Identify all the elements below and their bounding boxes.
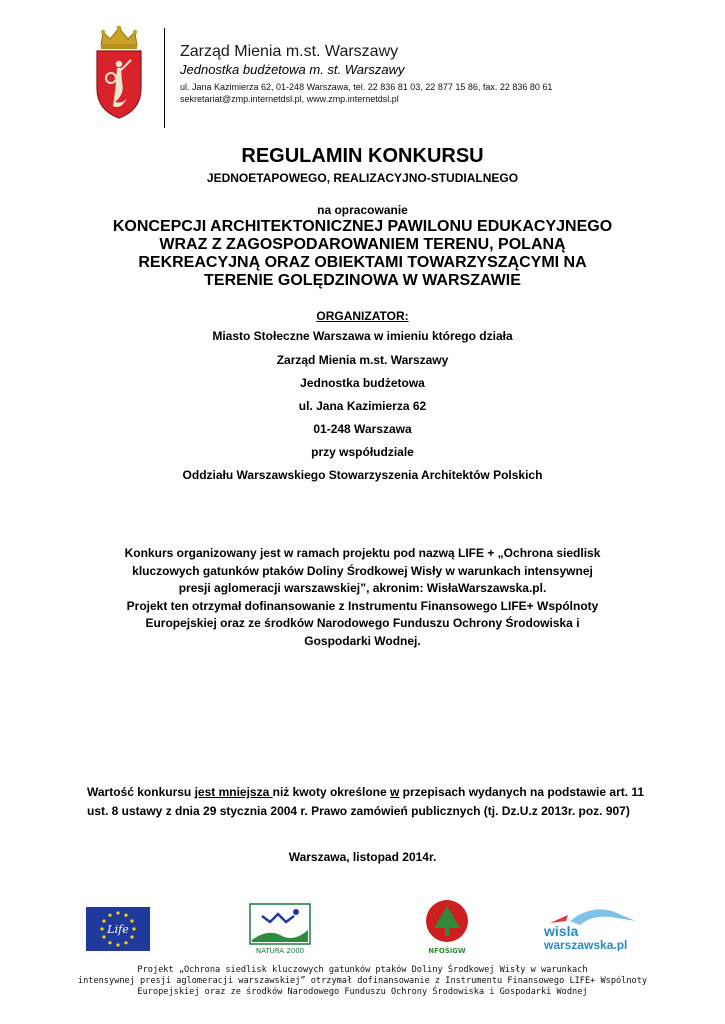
life-logo-text: Life [107,923,129,936]
wisla-logo-top: wisla [544,923,579,939]
wisla-logo-bottom: warszawska.pl [544,938,628,951]
header-divider [164,28,165,128]
letterhead [180,42,552,105]
concept-line: REKREACYJNĄ ORAZ OBIEKTAMI TOWARZYSZĄCYMI NA [138,254,587,271]
intro-text: na opracowanie [317,203,408,217]
footer-line: Europejskiej oraz ze środków Narodowego Funduszu Ochrony Środowiska i Gospodarki Wodnej [137,987,588,997]
nfosigw-logo-text: NFOŚiGW [428,947,466,955]
page-title: REGULAMIN KONKURSU [241,145,484,167]
organizer-line: Oddziału Warszawskiego Stowarzyszenia Architektów Polskich [182,468,543,482]
value-text: niż kwoty określone [272,785,390,799]
date-place: Warszawa, listopad 2014r. [288,850,437,864]
concept-line: KONCEPCJI ARCHITEKTONICZNEJ PAWILONU EDUKACYJNEGO [112,218,613,235]
value-underlined: jest mniejsza [194,785,273,799]
organizer-line: ul. Jana Kazimierza 62 [298,399,427,413]
page-subtitle: JEDNOETAPOWEGO, REALIZACYJNO-STUDIALNEGO [206,171,519,185]
organizer-line: Miasto Stołeczne Warszawa w imieniu którego działa [212,329,513,343]
org-address: ul. Jana Kazimierza 62, 01-248 Warszawa, tel. 22 836 81 03, 22 877 15 86, fax. 22 836 80 61 [180,82,553,92]
nfosigw-logo [424,898,470,956]
project-paragraph [0,545,725,650]
org-contact: sekretariat@zmp.internetdsl.pl, www.zmp.internetdsl.pl [180,94,399,104]
project-line: Gospodarki Wodnej. [304,633,421,648]
project-line: Projekt ten otrzymał dofinansowanie z Instrumentu Finansowego LIFE+ Wspólnoty [126,598,599,613]
warsaw-crest-icon [91,22,147,120]
org-type: Jednostka budżetowa m. st. Warszawy [180,62,405,77]
project-line: presji aglomeracji warszawskiej”, akronim: WisłaWarszawska.pl. [178,581,547,595]
concept-line: WRAZ Z ZAGOSPODAROWANIEM TERENU, POLANĄ [159,236,566,253]
project-line: Konkurs organizowany jest w ramach projektu pod nazwą LIFE + „Ochrona siedlisk [124,546,601,560]
organizer-line: 01-248 Warszawa [313,422,412,436]
organizer-line: przy współudziale [311,445,414,459]
footer-line: Projekt „Ochrona siedlisk kluczowych gatunków ptaków Doliny Środkowej Wisły w warunkach [137,965,588,975]
organizer-heading: ORGANIZATOR: [316,309,409,323]
value-text: Wartość konkursu [87,785,195,799]
value-underlined: w [390,785,400,799]
concept-line: TERENIE GOLĘDZINOWA W WARSZAWIE [204,272,521,289]
org-name: Zarząd Mienia m.st. Warszawy [180,43,399,60]
footer-line: intensywnej presji aglomeracji warszawskiej” otrzymał dofinansowanie z Instrumentu Finansowego LIFE+ Wspólnoty [77,976,648,986]
concept-title [0,218,725,290]
organizer-line: Jednostka budżetowa [300,376,425,390]
project-line: kluczowych gatunków ptaków Doliny Środkowej Wisły w warunkach intensywnej [132,563,593,578]
organizer-line: Zarząd Mienia m.st. Warszawy [276,353,449,367]
natura-logo-text: NATURA 2000 [255,947,305,955]
natura-2000-logo [248,902,312,956]
value-text: przepisach wydanych na podstawie art. 11 ust. 8 ustawy z dnia 29 stycznia 2004 r. Prawo zamówień publicznych (tj. Dz.U.z 2013r. poz. 907) [87,785,645,818]
footer-note [0,965,725,998]
wisla-warszawska-logo [540,905,640,951]
project-line: Europejskiej oraz ze środków Narodowego Funduszu Ochrony Środowiska i [145,616,580,630]
eu-life-logo [86,907,150,951]
value-notice [87,783,647,820]
